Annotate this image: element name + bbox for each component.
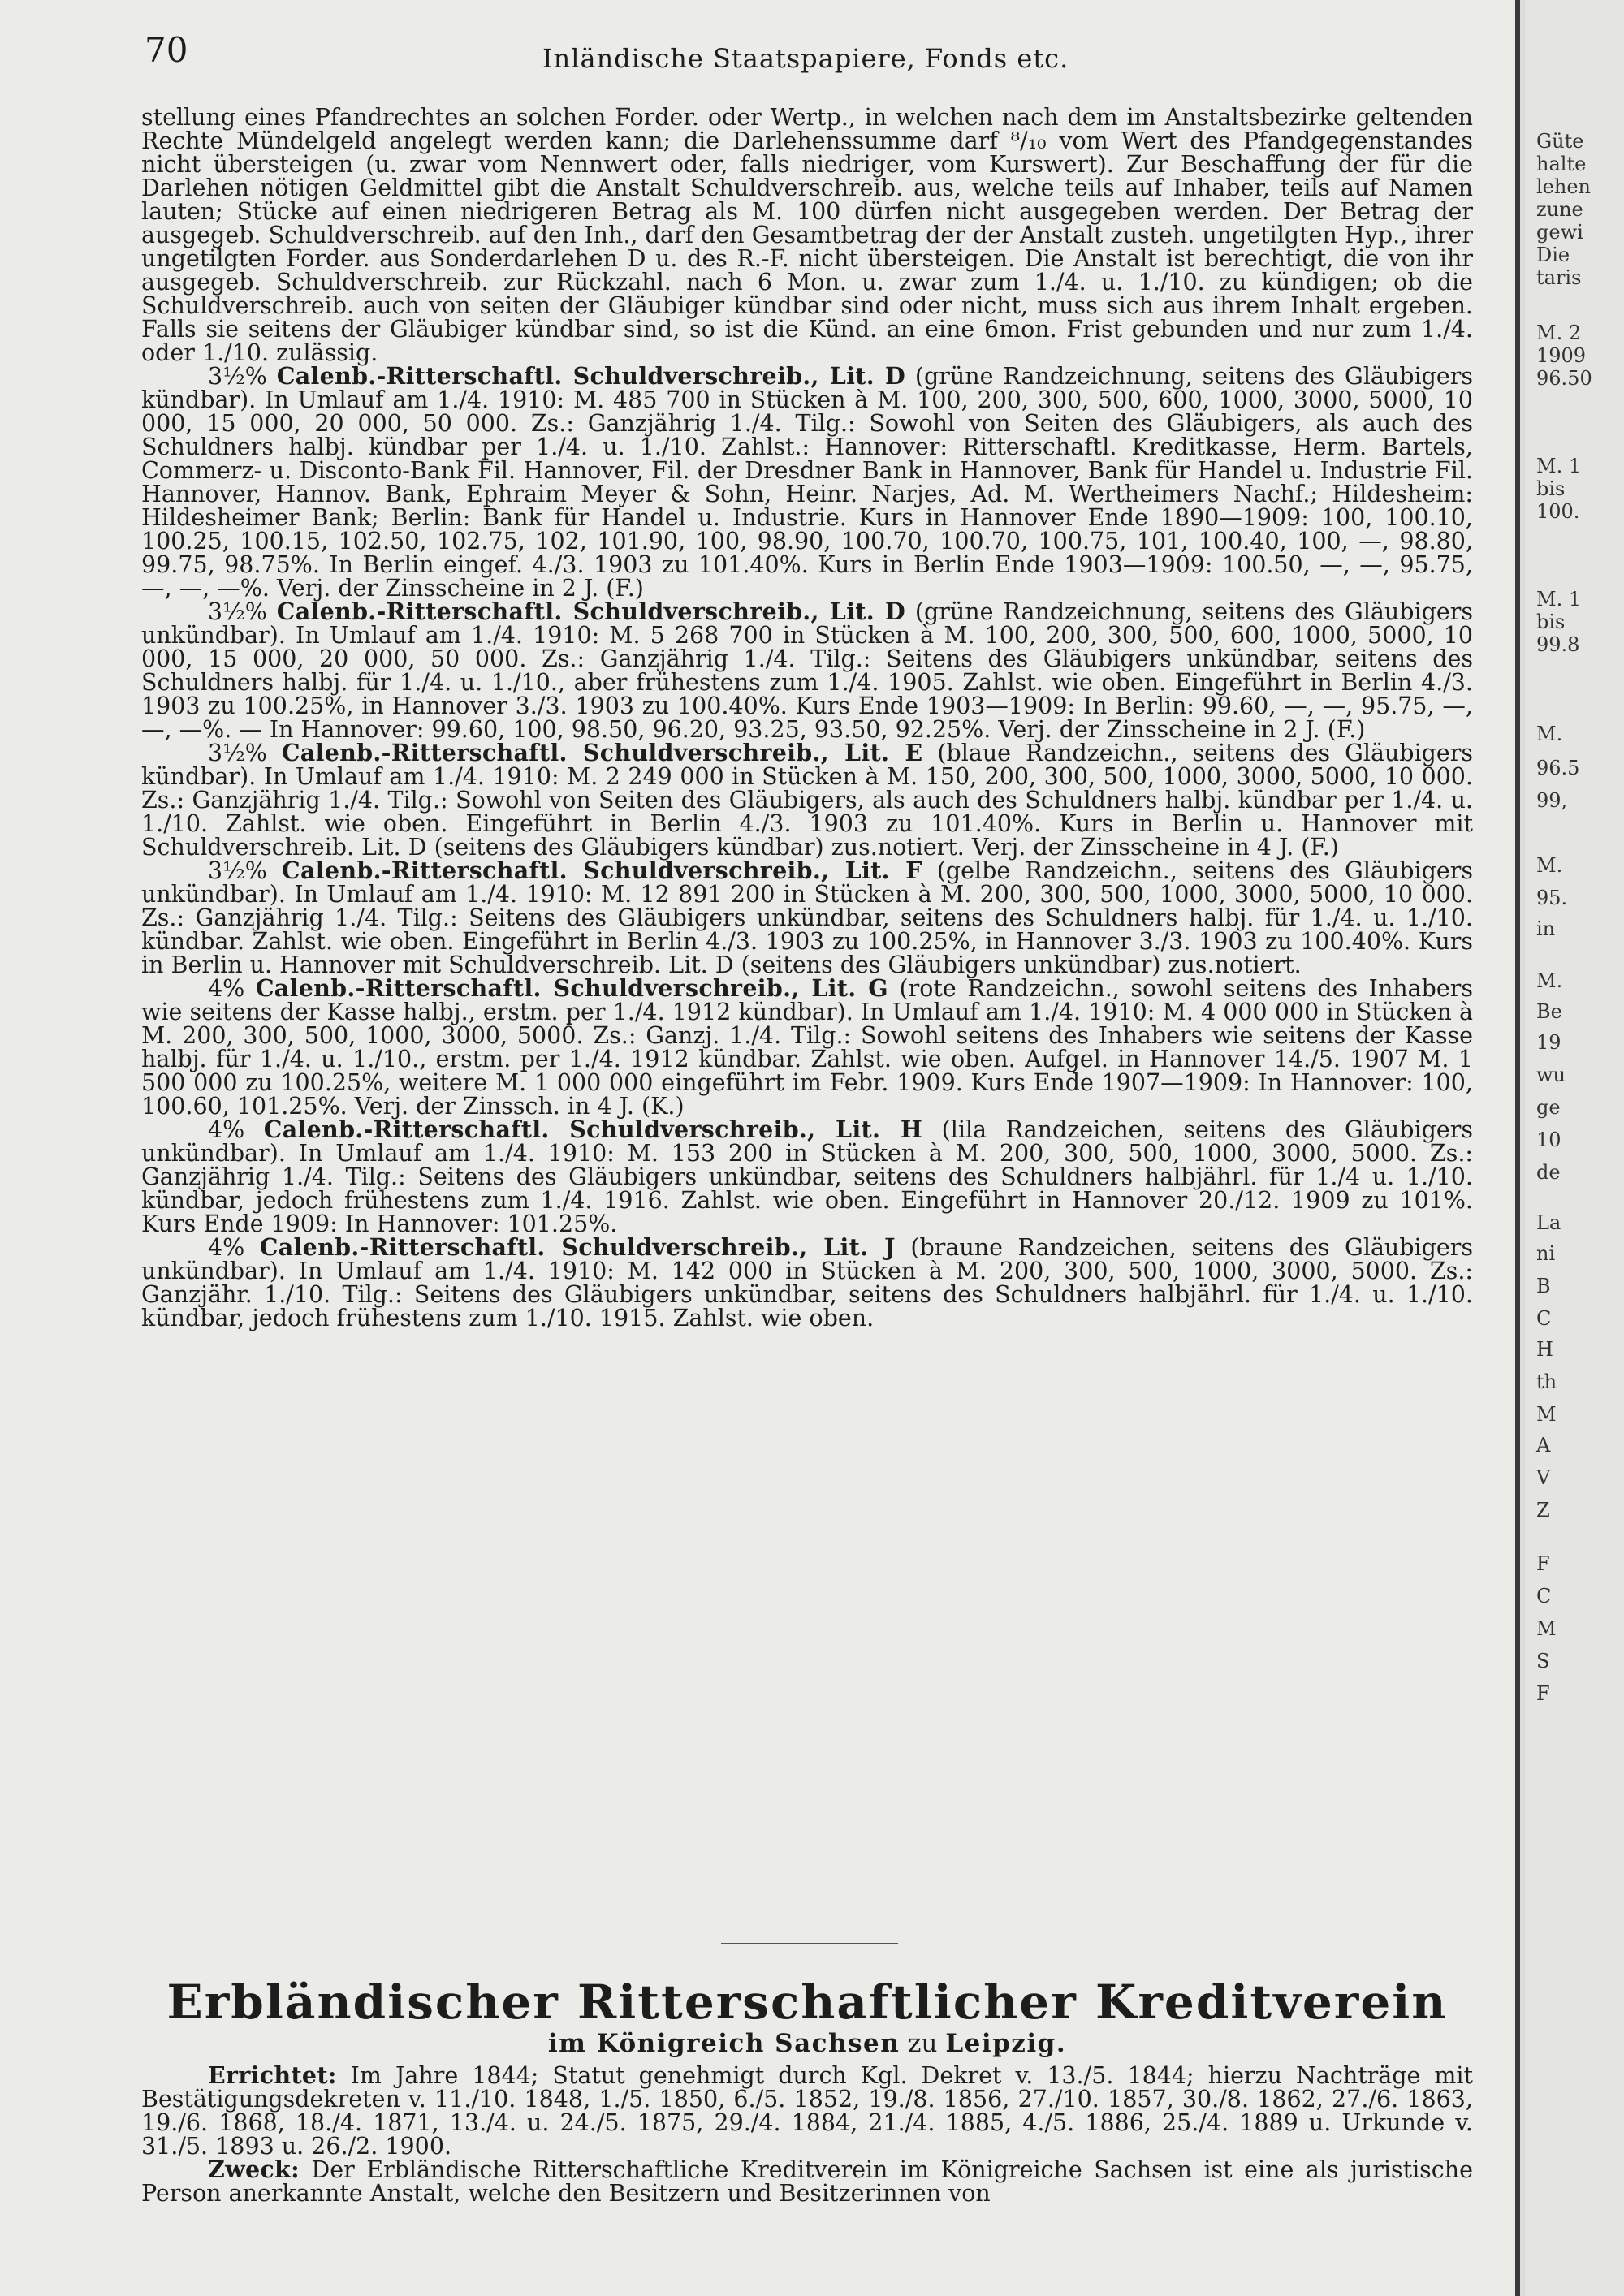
fragment: M. 2 [1536, 322, 1582, 344]
fragment: M. 1 [1536, 455, 1582, 477]
fragment: in [1536, 917, 1556, 940]
fragment: zune [1536, 198, 1583, 221]
fragment: 95. [1536, 887, 1568, 909]
fragment: Z [1536, 1499, 1550, 1521]
entry-title: Calenb.-Ritterschaftl. Schuldverschreib., Lit. H [263, 1116, 923, 1143]
subtitle-region: im Königreich Sachsen [547, 2029, 901, 2058]
page-gutter [1515, 0, 1520, 2296]
fragment: M. [1536, 969, 1563, 992]
section-subtitle [141, 2028, 1473, 2059]
fragment: de [1536, 1161, 1561, 1184]
fragment: 1909 [1536, 344, 1587, 367]
fragment: 100. [1536, 500, 1580, 523]
fragment: wu [1536, 1064, 1566, 1086]
subtitle-zu: zu [908, 2029, 938, 2058]
fragment: F [1536, 1682, 1550, 1705]
entry-lit-d-unkuendbar [141, 600, 1473, 741]
entry-title: Calenb.-Ritterschaftl. Schuldverschreib., Lit. D [276, 362, 906, 390]
fragment: Be [1536, 1000, 1562, 1023]
fragment: gewi [1536, 221, 1583, 244]
fragment: S [1536, 1650, 1550, 1672]
entry-text: (rote Randzeichn., sowohl seitens des Inhabers wie seitens der Kasse halbj., erstm. per 1./4. 1912 kündbar). In Umlauf am 1./4. 1910: M. 4 000 000 in Stücken à M. 200, 300, 500, 1000, 3000, 5000. Zs.: Ganzj. 1./4. Tilg.: Sowohl seitens des Inhabers wie seitens der Kasse halbj. für 1./4. u. 1./10., erstm. per 1./4. 1912 kündbar. Zahlst. wie oben. Aufgel. in Hannover 14./5. 1907 M. 1 500 000 zu 100.25%, weitere M. 1 000 000 eingeführt im Febr. 1909. Kurs Ende 1907—1909: In Hannover: 100, 100.60, 101.25%. Verj. der Zinssch. in 4 J. (K.) [141, 975, 1474, 1120]
fragment: 10 [1536, 1129, 1561, 1151]
established-text: Im Jahre 1844; Statut genehmigt durch Kgl. Dekret v. 13./5. 1844; hierzu Nachträge mit Bestätigungsdekreten v. 11./10. 1848, 1./5. 1850, 6./5. 1852, 19./8. 1856, 27./10. 1857, 30./8. 1862, 27./6. 1863, 19./6. 1868, 18./4. 1871, 13./4. u. 24./5. 1875, 29./4. 1884, 21./4. 1885, 4./5. 1886, 25./4. 1889 u. Urkunde v. 31./5. 1893 u. 26./2. 1900. [141, 2062, 1473, 2160]
section-divider [721, 1943, 898, 1944]
fragment: C [1536, 1307, 1552, 1330]
purpose-text: Der Erbländische Ritterschaftliche Kreditverein im Königreiche Sachsen ist eine als juristische Person anerkannte Anstalt, welche den Besitzern und Besitzerinnen von [141, 2156, 1473, 2207]
entry-rate: 3½% [208, 598, 267, 625]
fragment: M. [1536, 854, 1563, 877]
running-head: Inländische Staatspapiere, Fonds etc. [542, 43, 1069, 74]
entry-lit-f [141, 859, 1473, 977]
purpose-label: Zweck: [208, 2156, 300, 2183]
fragment: 96.5 [1536, 757, 1580, 779]
fragment: taris [1536, 266, 1582, 289]
main-column [141, 106, 1473, 1330]
established-paragraph [141, 2061, 1473, 2160]
entry-rate: 4% [208, 975, 245, 1002]
entry-rate: 3½% [208, 857, 267, 884]
entry-rate: 4% [208, 1116, 245, 1143]
entry-text: (braune Randzeichen, seitens des Gläubigers unkündbar). In Umlauf am 1./4. 1910: M. 142 000 in Stücken à M. 200, 300, 500, 1000, 3000, 5000. Zs.: Ganzjähr. 1./10. Tilg.: Seitens des Gläubigers unkündbar, seitens des Schuldners halbjährl. für 1./4. u. 1./10. kündbar, jedoch frühestens zum 1./10. 1915. Zahlst. wie oben. [141, 1234, 1474, 1331]
fragment: 19 [1536, 1031, 1561, 1054]
entry-rate: 4% [208, 1234, 245, 1261]
fragment: lehen [1536, 175, 1591, 198]
fragment: M [1536, 1403, 1557, 1426]
entry-lit-j [141, 1233, 1474, 1331]
purpose-paragraph [141, 2158, 1473, 2205]
entry-text: (lila Randzeichen, seitens des Gläubigers unkündbar). In Umlauf am 1./4. 1910: M. 153 200 in Stücken à M. 200, 300, 500, 1000, 3000, 5000. Zs.: Ganzjährig 1./4. Tilg.: Seitens des Gläubigers unkündbar, seitens des Schuldners halbjährl. für 1./4 u. 1./10. kündbar, jedoch frühestens zum 1./4. 1916. Zahlst. wie oben. Eingeführt in Hannover 20./12. 1909 zu 101%. Kurs Ende 1909: In Hannover: 101.25%. [141, 1116, 1473, 1237]
fragment: ni [1536, 1242, 1556, 1265]
entry-lit-g [141, 974, 1474, 1120]
entry-text: (blaue Randzeichn., seitens des Gläubigers kündbar). In Umlauf am 1./4. 1910: M. 2 249 000 in Stücken à M. 150, 200, 300, 500, 1000, 3000, 5000, 10 000. Zs.: Ganzjährig 1./4. Tilg.: Sowohl von Seiten des Gläubigers, als auch des Schuldners halbj. kündbar per 1./4. u. 1./10. Zahlst. wie oben. Eingeführt in Berlin 4./3. 1903 zu 101.40%. Kurs in Berlin u. Hannover mit Schuldverschreib. Lit. D (seitens des Gläubigers kündbar) zus.notiert. Verj. der Zinsscheine in 4 J. (F.) [141, 740, 1474, 861]
entry-rate: 3½% [208, 363, 267, 390]
fragment: M. 1 [1536, 588, 1582, 611]
established-label: Errichtet: [208, 2061, 337, 2089]
entry-title: Calenb.-Ritterschaftl. Schuldverschreib., Lit. D [276, 598, 906, 625]
adjacent-page-edge [1525, 0, 1624, 2296]
fragment: A [1536, 1434, 1551, 1457]
section-title: Erbländischer Ritterschaftlicher Kreditverein [166, 1974, 1448, 2030]
fragment: ge [1536, 1096, 1561, 1119]
fragment: C [1536, 1585, 1552, 1608]
entry-lit-h [141, 1118, 1473, 1236]
fragment: Die [1536, 244, 1570, 266]
fragment: M. [1536, 723, 1563, 745]
entry-text: (grüne Randzeichnung, seitens des Gläubigers kündbar). In Umlauf am 1./4. 1910: M. 485 700 in Stücken à M. 100, 200, 300, 500, 600, 1000, 3000, 5000, 10 000, 15 000, 20 000, 50 000. Zs.: Ganzjährig 1./4. Tilg.: Sowohl von Seiten des Gläubigers, als auch des Schuldners halbj. kündbar per 1./4. u. 1./10. Zahlst.: Hannover: Ritterschaftl. Kreditkasse, Herm. Bartels, Commerz- u. Disconto-Bank Fil. Hannover, Fil. der Dresdner Bank in Hannover, Bank für Handel u. Industrie Fil. Hannover, Hannov. Bank, Ephraim Meyer & Sohn, Heinr. Narjes, Ad. M. Wertheimers Nachf.; Hildesheim: Hildesheimer Bank; Berlin: Bank für Handel u. Industrie. Kurs in Hannover Ende 1890—1909: 100, 100.10, 100.25, 100.15, 102.50, 102.75, 102, 101.90, 100, 98.90, 100.70, 100.70, 100.75, 101, 100.40, 100, —, 98.80, 99.75, 98.75%. In Berlin eingef. 4./3. 1903 zu 101.40%. Kurs in Berlin Ende 1903—1909: 100.50, —, —, 95.75, —, —, —%. Verj. der Zinsscheine in 2 J. (F.) [141, 363, 1473, 602]
fragment: B [1536, 1275, 1551, 1297]
fragment: 99.8 [1536, 633, 1580, 656]
fragment: Güte [1536, 130, 1584, 153]
section-body [141, 2061, 1473, 2207]
fragment: V [1536, 1466, 1551, 1489]
entry-title: Calenb.-Ritterschaftl. Schuldverschreib., Lit. J [259, 1233, 896, 1261]
entry-text: (gelbe Randzeichn., seitens des Gläubigers unkündbar). In Umlauf am 1./4. 1910: M. 12 891 200 in Stücken à M. 200, 300, 500, 1000, 3000, 5000, 10 000. Zs.: Ganzjährig 1./4. Tilg.: Seitens des Gläubigers unkündbar, seitens des Schuldners halbj. für 1./4. u. 1./10. kündbar. Zahlst. wie oben. Eingeführt in Berlin 4./3. 1903 zu 100.25%, in Hannover 3./3. 1903 zu 100.40%. Kurs in Berlin u. Hannover mit Schuldverschreib. Lit. D (seitens des Gläubigers unkündbar) zus.notiert. [141, 857, 1473, 978]
fragment: th [1536, 1370, 1557, 1393]
fragment: F [1536, 1552, 1550, 1575]
entry-text: (grüne Randzeichnung, seitens des Gläubigers unkündbar). In Umlauf am 1./4. 1910: M. 5 268 700 in Stücken à M. 100, 200, 300, 500, 600, 1000, 5000, 10 000, 15 000, 20 000, 50 000. Zs.: Ganzjährig 1./4. Tilg.: Seitens des Gläubigers unkündbar, seitens des Schuldners halbj. für 1./4. u. 1./10., aber frühestens zum 1./4. 1905. Zahlst. wie oben. Eingeführt in Berlin 4./3. 1903 zu 100.25%, in Hannover 3./3. 1903 zu 100.40%. Kurs Ende 1903—1909: In Berlin: 99.60, —, —, 95.75, —, —, —%. — In Hannover: 99.60, 100, 98.50, 96.20, 93.25, 93.50, 92.25%. Verj. der Zinsscheine in 2 J. (F.) [141, 598, 1473, 743]
fragment: bis [1536, 611, 1566, 633]
fragment: H [1536, 1338, 1553, 1361]
fragment: halte [1536, 153, 1587, 175]
entry-lit-e [141, 741, 1473, 859]
entry-title: Calenb.-Ritterschaftl. Schuldverschreib., Lit. G [255, 974, 888, 1002]
intro-paragraph: stellung eines Pfandrechtes an solchen Forder. oder Wertp., in welchen nach dem im Anstaltsbezirke geltenden Rechte Mündelgeld angelegt werden kann; die Darlehenssumme darf ⁸/₁₀ vom Wert des Pfandgegenstandes nicht übersteigen (u. zwar vom Nennwert oder, falls niedriger, vom Kurswert). Zur Beschaffung der für die Darlehen nötigen Geldmittel gibt die Anstalt Schuldverschreib. aus, welche teils auf Inhaber, teils auf Namen lauten; Stücke auf einen niedrigeren Betrag als M. 100 dürfen nicht ausgegeben werden. Der Betrag der ausgegeb. Schuldverschreib. auf den Inh., darf den Gesamtbetrag der der Anstalt zusteh. ungetilgten Hyp., ihrer ungetilgten Forder. aus Sonderdarlehen D u. des R.-F. nicht übersteigen. Die Anstalt ist berechtigt, die von ihr ausgegeb. Schuldverschreib. zur Rückzahl. nach 6 Mon. u. zwar zum 1./4. u. 1./10. zu kündigen; ob die Schuldverschreib. auch von seiten der Gläubiger kündbar sind oder nicht, muss sich aus ihrem Inhalt ergeben. Falls sie seitens der Gläubiger kündbar sind, so ist die Künd. an eine 6mon. Frist gebunden und nur zum 1./4. oder 1./10. zulässig. [141, 104, 1473, 366]
page-number: 70 [145, 30, 188, 70]
fragment: La [1536, 1211, 1561, 1234]
entry-rate: 3½% [208, 740, 267, 766]
entry-title: Calenb.-Ritterschaftl. Schuldverschreib., Lit. E [281, 739, 923, 766]
subtitle-city: Leipzig. [945, 2029, 1067, 2058]
entry-title: Calenb.-Ritterschaftl. Schuldverschreib., Lit. F [282, 857, 922, 884]
fragment: M [1536, 1617, 1557, 1640]
entry-lit-d-kuendbar [141, 362, 1473, 602]
fragment: bis [1536, 477, 1566, 500]
fragment: 99, [1536, 789, 1568, 812]
fragment: 96.50 [1536, 367, 1592, 390]
